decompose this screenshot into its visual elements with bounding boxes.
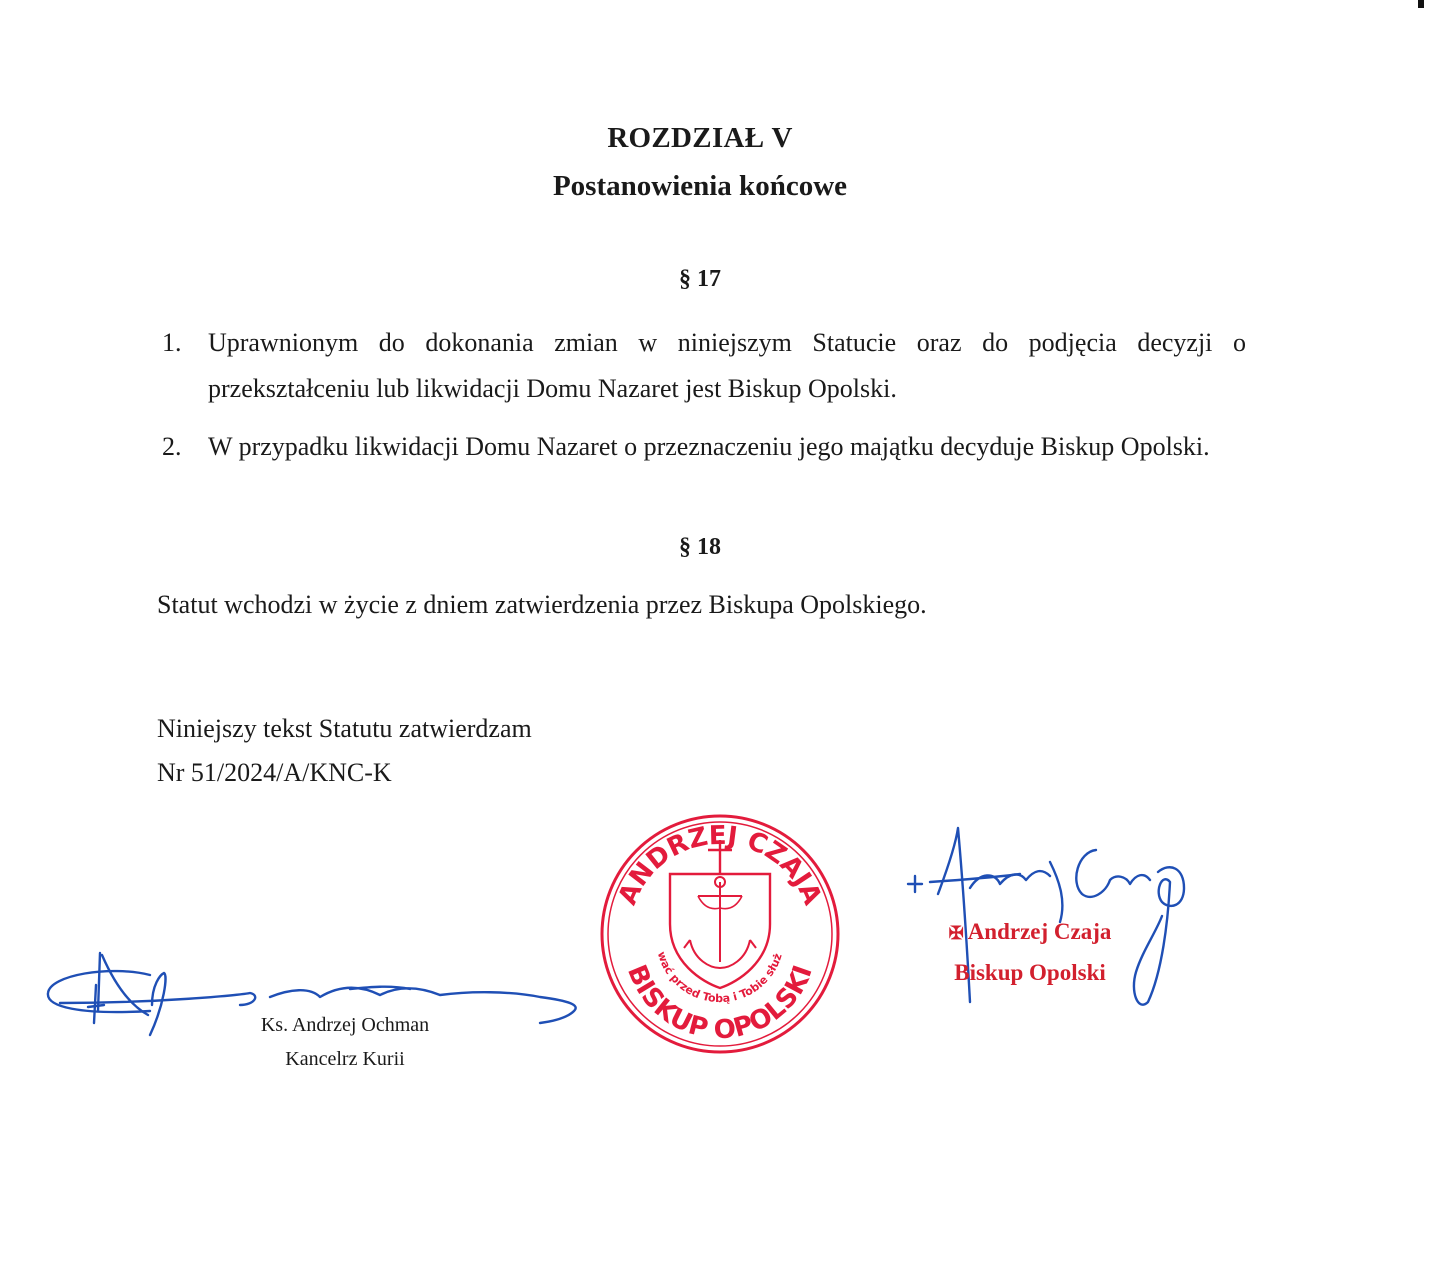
stamp-bottom-text: BISKUP OPOLSKI <box>621 960 819 1046</box>
chancellor-name: Ks. Andrzej Ochman <box>260 1014 430 1036</box>
clause-2-number: 2. <box>162 432 182 461</box>
chancellor-block <box>255 1008 435 1076</box>
approval-line: Niniejszy tekst Statutu zatwierdzam <box>157 714 532 743</box>
section-17-clauses <box>162 320 1246 482</box>
section-17-heading: § 17 <box>679 266 721 292</box>
bishop-role: Biskup Opolski <box>954 960 1106 985</box>
clause-1 <box>162 320 1246 412</box>
chancellor-role: Kancelrz Kurii <box>285 1048 405 1070</box>
stamp-top-text: ANDRZEJ CZAJA <box>612 820 828 910</box>
bishop-name: Andrzej Czaja <box>967 919 1112 944</box>
official-stamp <box>594 802 842 1056</box>
section-18-text: Statut wchodzi w życie z dniem zatwierdzenia przez Biskupa Opolskiego. <box>157 590 927 619</box>
stamp-motto: Trwać przed Tobą i Tobie służyć <box>594 802 785 1006</box>
chapter-subtitle: Postanowienia końcowe <box>552 170 848 202</box>
cross-icon: ✠ <box>948 923 964 943</box>
section-18-heading: § 18 <box>679 534 721 560</box>
approval-number: Nr 51/2024/A/KNC-K <box>157 758 392 787</box>
approval-block <box>157 707 532 795</box>
clause-2 <box>162 424 1246 470</box>
scan-edge-mark <box>1418 0 1424 8</box>
chapter-title: ROZDZIAŁ V <box>607 122 793 154</box>
clause-1-text: Uprawnionym do dokonania zmian w niniejszym Statucie oraz do podjęcia decyzji o przekształceniu lub likwidacji Domu Nazaret jest Biskup Opolski. <box>208 328 1246 403</box>
bishop-block <box>930 912 1130 993</box>
clause-2-text: W przypadku likwidacji Domu Nazaret o przeznaczeniu jego majątku decyduje Biskup Opolski. <box>208 432 1210 461</box>
bishop-name-line <box>930 912 1130 953</box>
clause-1-number: 1. <box>162 328 182 357</box>
